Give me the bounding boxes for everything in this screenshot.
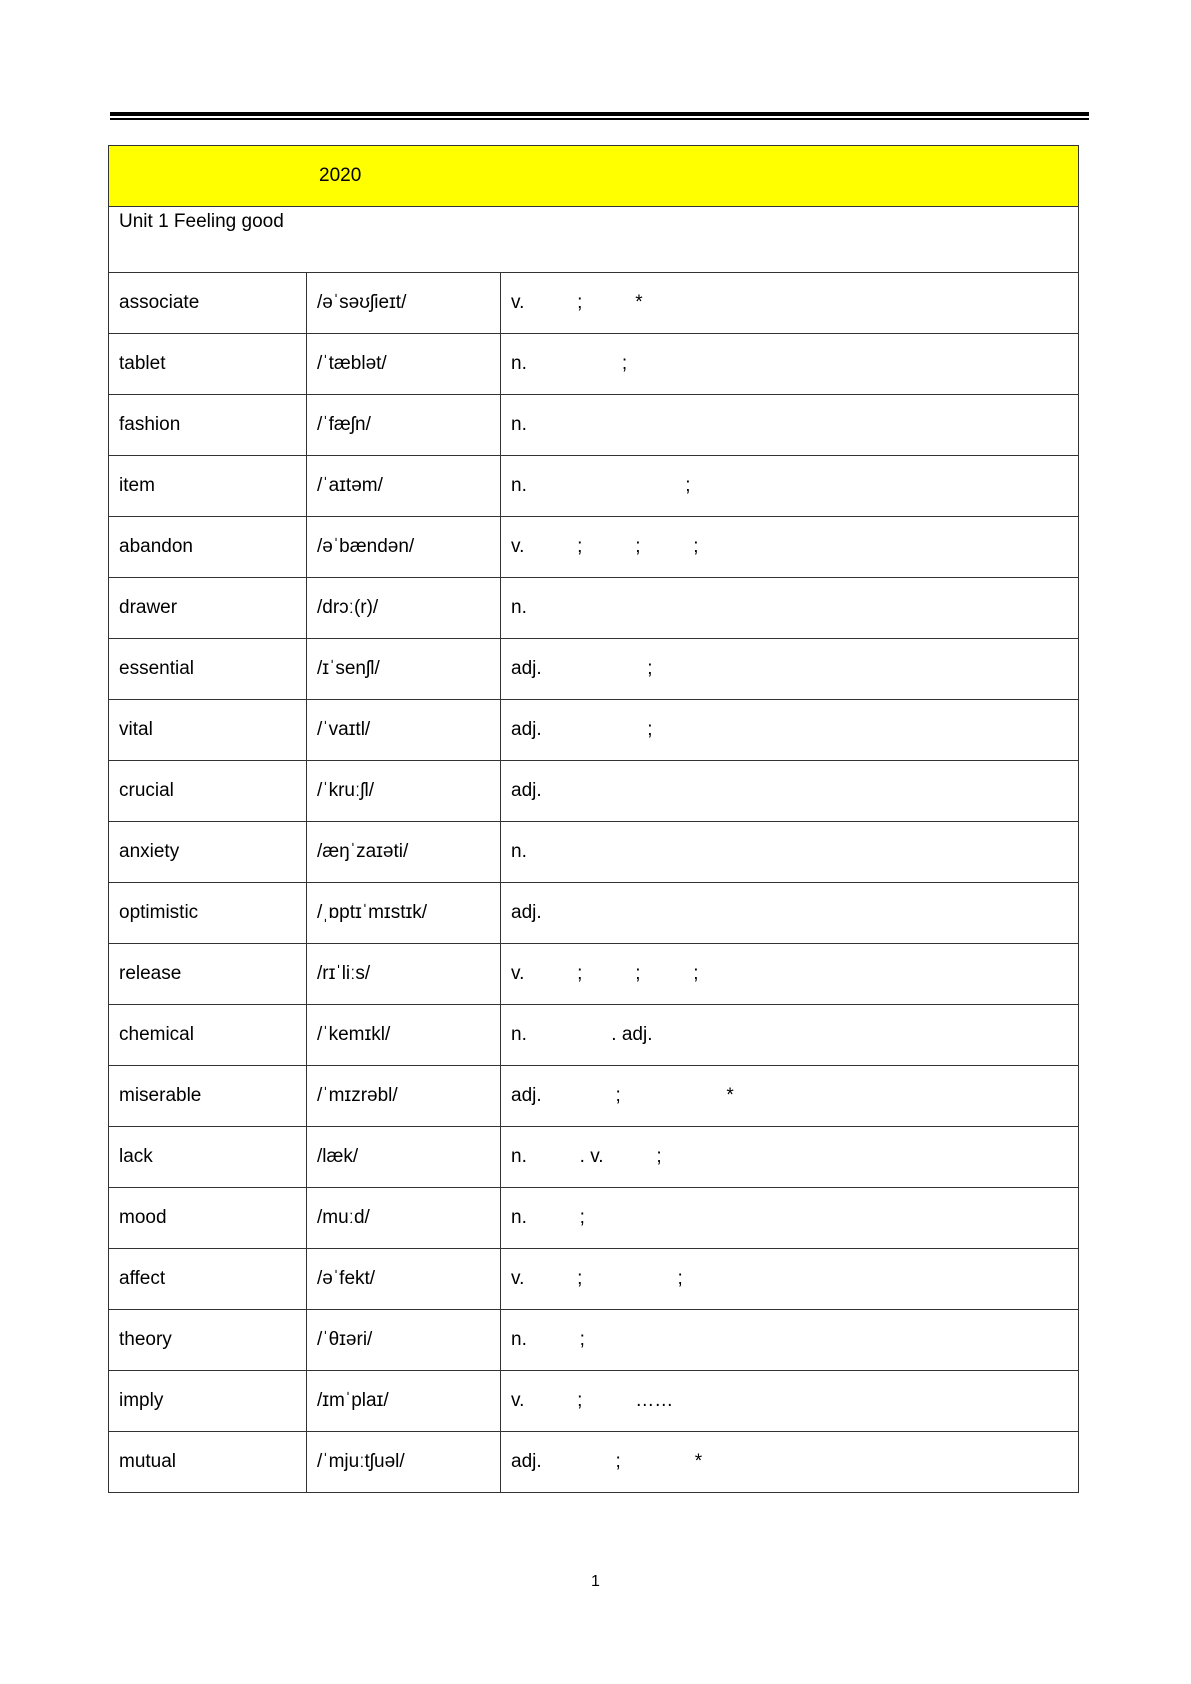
vocab-row bbox=[109, 1066, 1079, 1127]
vocab-phonetic: /ˈkruːʃl/ bbox=[307, 761, 501, 822]
vocab-word: essential bbox=[109, 639, 307, 700]
vocab-word: imply bbox=[109, 1371, 307, 1432]
vocab-word: mutual bbox=[109, 1432, 307, 1493]
vocab-definition: v. ; ; bbox=[501, 1249, 1079, 1310]
vocab-definition: v. ; ; ; bbox=[501, 517, 1079, 578]
vocab-row bbox=[109, 944, 1079, 1005]
title-row bbox=[109, 146, 1079, 207]
vocab-phonetic: /əˈsəʊʃieɪt/ bbox=[307, 273, 501, 334]
document-title: 2020 bbox=[109, 146, 1079, 207]
vocab-definition: v. ; ; ; bbox=[501, 944, 1079, 1005]
vocab-word: release bbox=[109, 944, 307, 1005]
vocab-phonetic: /ˈvaɪtl/ bbox=[307, 700, 501, 761]
header-rule-thin bbox=[110, 118, 1089, 120]
vocab-row bbox=[109, 1127, 1079, 1188]
vocab-word: lack bbox=[109, 1127, 307, 1188]
vocab-definition: n. bbox=[501, 395, 1079, 456]
vocab-word: affect bbox=[109, 1249, 307, 1310]
vocab-definition: n. ; bbox=[501, 1188, 1079, 1249]
vocab-phonetic: /əˈfekt/ bbox=[307, 1249, 501, 1310]
vocab-phonetic: /ɪˈsenʃl/ bbox=[307, 639, 501, 700]
vocab-definition: v. ; * bbox=[501, 273, 1079, 334]
vocab-definition: adj. ; bbox=[501, 639, 1079, 700]
vocab-phonetic: /ˈkemɪkl/ bbox=[307, 1005, 501, 1066]
vocab-row bbox=[109, 822, 1079, 883]
vocab-phonetic: /ˈfæʃn/ bbox=[307, 395, 501, 456]
vocab-row bbox=[109, 273, 1079, 334]
vocab-definition: adj. bbox=[501, 883, 1079, 944]
vocab-phonetic: /ɪmˈplaɪ/ bbox=[307, 1371, 501, 1432]
vocab-definition: adj. ; * bbox=[501, 1432, 1079, 1493]
vocab-row bbox=[109, 395, 1079, 456]
vocab-row bbox=[109, 1005, 1079, 1066]
vocab-row bbox=[109, 517, 1079, 578]
vocab-row bbox=[109, 1371, 1079, 1432]
vocab-word: fashion bbox=[109, 395, 307, 456]
vocab-phonetic: /əˈbændən/ bbox=[307, 517, 501, 578]
vocab-row bbox=[109, 334, 1079, 395]
vocab-word: vital bbox=[109, 700, 307, 761]
vocab-phonetic: /læk/ bbox=[307, 1127, 501, 1188]
vocab-phonetic: /ˈaɪtəm/ bbox=[307, 456, 501, 517]
vocab-word: item bbox=[109, 456, 307, 517]
vocab-definition: n. bbox=[501, 578, 1079, 639]
vocab-row bbox=[109, 578, 1079, 639]
vocab-word: theory bbox=[109, 1310, 307, 1371]
vocab-definition: adj. ; bbox=[501, 700, 1079, 761]
vocab-phonetic: /rɪˈliːs/ bbox=[307, 944, 501, 1005]
vocab-row bbox=[109, 1310, 1079, 1371]
page-number: 1 bbox=[591, 1573, 600, 1590]
vocab-row bbox=[109, 1249, 1079, 1310]
vocab-definition: n. ; bbox=[501, 1310, 1079, 1371]
vocab-word: crucial bbox=[109, 761, 307, 822]
vocab-word: tablet bbox=[109, 334, 307, 395]
vocab-row bbox=[109, 761, 1079, 822]
vocab-row bbox=[109, 883, 1079, 944]
vocab-definition: adj. ; * bbox=[501, 1066, 1079, 1127]
vocab-phonetic: /ˈθɪəri/ bbox=[307, 1310, 501, 1371]
vocab-phonetic: /muːd/ bbox=[307, 1188, 501, 1249]
vocab-word: drawer bbox=[109, 578, 307, 639]
vocab-definition: n. ; bbox=[501, 456, 1079, 517]
vocab-row bbox=[109, 700, 1079, 761]
vocabulary-table bbox=[108, 145, 1079, 1493]
vocab-word: mood bbox=[109, 1188, 307, 1249]
vocab-phonetic: /drɔː(r)/ bbox=[307, 578, 501, 639]
vocab-row bbox=[109, 1432, 1079, 1493]
vocab-row bbox=[109, 639, 1079, 700]
header-rule-thick bbox=[110, 112, 1089, 116]
vocab-word: associate bbox=[109, 273, 307, 334]
vocab-row bbox=[109, 1188, 1079, 1249]
vocab-phonetic: /ˈmjuːtʃuəl/ bbox=[307, 1432, 501, 1493]
vocab-definition: n. . adj. bbox=[501, 1005, 1079, 1066]
vocab-phonetic: /æŋˈzaɪəti/ bbox=[307, 822, 501, 883]
vocab-phonetic: /ˈtæblət/ bbox=[307, 334, 501, 395]
vocab-row bbox=[109, 456, 1079, 517]
unit-title: Unit 1 Feeling good bbox=[109, 207, 1079, 273]
vocab-definition: n. ; bbox=[501, 334, 1079, 395]
vocab-definition: adj. bbox=[501, 761, 1079, 822]
vocab-word: abandon bbox=[109, 517, 307, 578]
vocab-phonetic: /ˈmɪzrəbl/ bbox=[307, 1066, 501, 1127]
vocab-word: miserable bbox=[109, 1066, 307, 1127]
vocab-word: optimistic bbox=[109, 883, 307, 944]
vocab-definition: n. . v. ; bbox=[501, 1127, 1079, 1188]
vocab-word: chemical bbox=[109, 1005, 307, 1066]
unit-row bbox=[109, 207, 1079, 273]
vocab-definition: n. bbox=[501, 822, 1079, 883]
vocab-phonetic: /ˌɒptɪˈmɪstɪk/ bbox=[307, 883, 501, 944]
vocab-definition: v. ; …… bbox=[501, 1371, 1079, 1432]
vocab-word: anxiety bbox=[109, 822, 307, 883]
